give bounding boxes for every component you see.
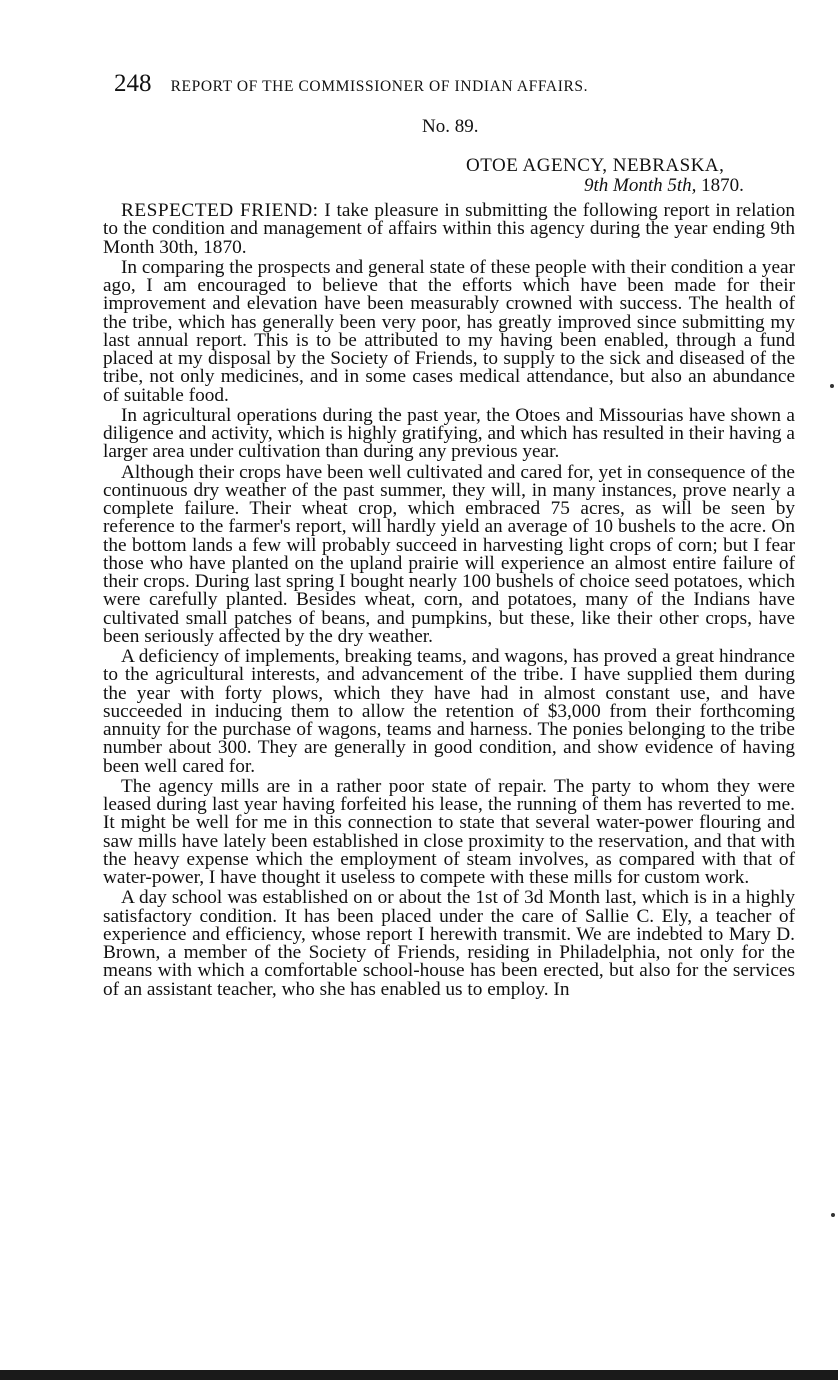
salutation: RESPECTED FRIEND: [121, 200, 319, 221]
scan-speck [830, 384, 834, 388]
paragraph-1-text: I take pleasure in submitting the following report in relation to the condition and management of affairs within this agency during the year ending 9th Month 30th, 1870. [103, 200, 796, 258]
paragraph-3: In agricultural operations during the past year, the Otoes and Missourias have shown a diligence and activity, which is highly gratifying, and which has resulted in their having a larger area under cultivation than during any previous year. [103, 404, 795, 463]
paragraph-4: Although their crops have been well cultivated and cared for, yet in consequence of the continuous dry weather of the past summer, they will, in many instances, prove nearly a complete failure. Their wheat crop, which embraced 75 acres, as will be seen by reference to the farmer's report, will hardly yield an average of 10 bushels to the acre. On the bottom lands a few will probably succeed in harvesting light crops of corn; but I fear those who have planted on the upland prairie will experience an almost entire failure of their crops. During last spring I bought nearly 100 bushels of choice seed potatoes, which were carefully planted. Besides wheat, corn, and potatoes, many of the Indians have cultivated small patches of beans, and pumpkins, but these, like their other crops, have been seriously affected by the dry weather. [103, 461, 795, 647]
scan-border [0, 1370, 838, 1380]
page-header [114, 70, 754, 98]
letter-number: No. 89. [422, 116, 479, 137]
paragraph-5: A deficiency of implements, breaking teams, and wagons, has proved a great hindrance to the agricultural interests, and advancement of the tribe. I have supplied them during the year with forty plows, which they have had in almost constant use, and have succeeded in inducing them to allow the retention of $3,000 from their forthcoming annuity for the purchase of wagons, teams and harness. The ponies belonging to the tribe number about 300. They are generally in good condition, and show evidence of having been well cared for. [103, 646, 795, 777]
paragraph-2: In comparing the prospects and general state of these people with their condition a year ago, I am encouraged to believe that the efforts which have been made for their improvement and elevation have been measurably crowned with success. The health of the tribe, which has generally been very poor, has greatly improved since submitting my last annual report. This is to be attributed to my having been enabled, through a fund placed at my disposal by the Society of Friends, to supply to the sick and diseased of the tribe, not only medicines, and in some cases medical attendance, but also an abundance of suitable food. [103, 256, 795, 406]
paragraph-6: The agency mills are in a rather poor state of repair. The party to whom they were leased during last year having forfeited his lease, the running of them has reverted to me. It might be well for me in this connection to state that several water-power flouring and saw mills have lately been established in close proximity to the reservation, and that with the heavy expense which the employment of steam involves, as compared with that of water-power, I have thought it useless to compete with these mills for custom work. [103, 775, 795, 888]
paragraph-7: A day school was established on or about the 1st of 3d Month last, which is in a highly satisfactory condition. It has been placed under the care of Sallie C. Ely, a teacher of experience and efficiency, whose report I herewith transmit. We are indebted to Mary D. Brown, a member of the Society of Friends, residing in Philadelphia, not only for the means with which a comfortable school-house has been erected, but also for the services of an assistant teacher, who she has enabled us to employ. In [103, 887, 795, 1000]
letter-date [584, 175, 744, 197]
letter-date-italic: 9th Month 5th, [584, 175, 697, 196]
scan-speck [831, 1213, 835, 1217]
letter-place [466, 155, 724, 177]
letter-place-text: OTOE AGENCY, NEBRASKA, [466, 155, 725, 176]
running-title: REPORT OF THE COMMISSIONER OF INDIAN AFFAIRS. [170, 78, 589, 95]
letter-body [103, 202, 795, 1001]
paragraph-1 [103, 202, 795, 257]
page-number: 248 [114, 70, 152, 97]
letter-date-year: 1870. [696, 175, 744, 196]
